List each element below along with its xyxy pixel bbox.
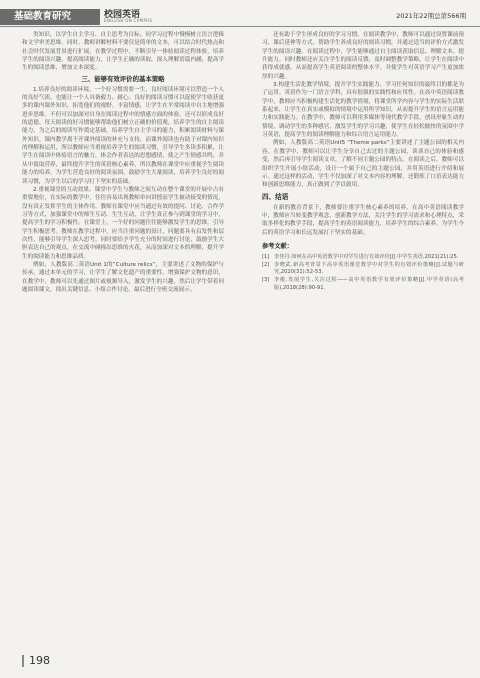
conclusion-heading: 四、结语 bbox=[262, 192, 289, 201]
section-label: 基础教育研究 bbox=[0, 9, 100, 25]
reference-text: 李俊.发展学生,关注过程——高中英语教学有效评价策略[J].中学英语(高考版),2018(28):90-91. bbox=[274, 277, 464, 291]
body-paragraph: 在新的教育背景下，教师要注重学生核心素养的培养。在高中英语阅读教学中，教师应当转变教学观念，创新教学方法，关注学生的学习需求和心理特点，采取多样化的教学手段，提高学生的英语阅读能力，培养学生的综合素养，为学生今后的英语学习和长远发展打下坚实的基础。 bbox=[262, 204, 464, 236]
body-paragraph: 还有助于学生形成良好的学习习惯。在阅读教学中，教师可以通过设置课前预习、课后延伸等方式，帮助学生养成良好的阅读习惯，并通过适当的评价方式激发学生的阅读兴趣。在阅读过程中，学生能够通过自主阅读获取信息、理解文本、提升能力。同时教师还应关注学生的阅读反馈，及时调整教学策略，让学生在阅读中获得成就感，从而提高学生英语阅读的整体水平，并使学生对英语学习产生更加浓厚的兴趣。 bbox=[262, 32, 464, 80]
journal-column-name: 校园英语 bbox=[104, 10, 141, 20]
issue-info: 2021年22期总第566期 bbox=[396, 12, 466, 20]
reference-item bbox=[262, 262, 464, 277]
body-paragraph: 1.培养良好的阅读环境。一个好习惯需要一生，良好阅读环境可以塑造一个人的良好气质，也能让一个人具备毅力、耐心。良好的阅读习惯可以促使学生收获更多的课内课外知识，拓宽他们的视野。丰富情感，让学生在平常阅读中自主地增强进步思维。不但可以加深对自身在阅读过程中的情感方面的体验，还可以形成良好的道德。每天阅读的好习惯能够帮助他们树立正确的价值观，培养学生的自主阅读能力，为之后的阅读写作奠定基础，培养学生自主学习的能力，积累阅读材料与课外知识。课内教学离不开课外阅读的补充与支持，而课外阅读也有助于对课内知识的理解和运用，所以教师应当重视培养学生的阅读习惯，引导学生多读多积累，让学生在阅读中体验语言的魅力，体会作者表达的思想感情，使之产生情感共鸣，并从中汲取营养，最终提升学生的英语核心素养，所以教师在课堂中应重视学生阅读能力的培养，为学生营造良好的阅读氛围，鼓励学生大量阅读，培养学生良好的阅读习惯，为学生以后的学习打下坚实的基础。 bbox=[22, 86, 224, 185]
reference-text: 李晓武.新高考背景下高中英语课堂教学中对学生的有效评价策略[J].试题与研究,2020(31):52-53. bbox=[274, 261, 464, 276]
body-paragraph: 例如，人教版高二英语Unit5 “Theme parks”主要讲述了主题公园的相关内容。在教学中，教师可以让学生分享自己去过的主题公园，谈谈自己的体验和感受，然后再引导学生阅读文章，了解不同主题公园的特点。在阅读之后，教师可以组织学生开展小组活动，设计一个属于自己的主题公园，并用英语进行介绍和展示。通过这样的活动，学生不仅加深了对文本内容的理解，还锻炼了口语表达能力和创新思维能力，真正做到了学以致用。 bbox=[262, 140, 464, 189]
reference-item bbox=[262, 254, 464, 262]
body-paragraph: 类知识，以学生自主学习、自主思考为目标。同学习过程中慢慢树立语言逻辑和文学审美思维。同时，教师讲解材料不要仅是简单的文本，可以结合时代热点和社会时代发展背景进行扩展，在教学过程中，不断引导一体验阅读过程体验，培养学生的阅读兴趣，提高阅读能力，让学生正确的读取，深入理解语篇内涵，提高学生的阅读思维，增加文本深度。 bbox=[22, 32, 224, 72]
right-column bbox=[262, 31, 464, 292]
reference-number: [1] bbox=[262, 254, 270, 261]
header-rule bbox=[0, 26, 480, 27]
body-paragraph: 3.构建生活化教学情境，提升学生实践能力。学习任何知识的最终目的都是为了运用。英语作为一门语言学科，具有很强的实践性和应用性。在高中英语阅读教学中，教师应当积极构建生活化的教学情境，将课堂所学内容与学生的实际生活联系起来，让学生在真实或模拟的情境中运用所学知识，从而提升学生的语言运用能力和实践能力。在教学中，教师可以利用多媒体等现代教学手段，创设形象生动的情境，调动学生的多种感官，激发学生的学习兴趣，使学生在轻松愉快的氛围中学习英语，提高学生的阅读理解能力和综合语言运用能力。 bbox=[262, 82, 464, 139]
reference-number: [2] bbox=[262, 261, 270, 268]
body-paragraph: 例如，人教版高二英语Unit 1的“Culture relics”，主要讲述了文物的保护与传承，通过本单元的学习，让学生了解文化遗产的重要性，增强保护文物的意识。在教学中，教师可以先通过图片或视频导入，激发学生的兴趣，然后让学生带着问题阅读课文，找出关键信息，小组合作讨论，最后进行全班交流展示。 bbox=[22, 261, 224, 293]
reference-text: 李佳丹.如何在高中英语教学中对学生进行有效评价[J].中学生英语,2021(21):25. bbox=[274, 254, 459, 261]
section-heading: 三、能够有效评价的基本策略 bbox=[81, 74, 165, 83]
references-title: 参考文献： bbox=[262, 242, 293, 250]
journal-column-name-en: ENGLISH ON CAMPUS bbox=[104, 18, 153, 23]
left-column bbox=[22, 31, 224, 294]
reference-number: [3] bbox=[262, 277, 270, 284]
body-paragraph: 2.重视课堂的互动效果。课堂中学生与教师之间互动在整个课堂的开展中占有重要地位，在实际的教学中，往往容易出现教师单向讲授而学生被动接受的情况，没有真正发挥学生的主体作用。教师在课堂中应当通过有效的提问、讨论、合作学习等方式，加强课堂中的师生互动、生生互动，让学生真正参与到课堂的学习中，提高学生的学习积极性。在课堂上，一个好的问题往往能够激发学生的思维，引导学生积极思考。教师在教学过程中，应当注重问题的设计，问题要具有启发性和层次性，能够引导学生深入思考。同时要给予学生充分的时间进行讨论，鼓励学生大胆表达自己的观点，在交流中碰撞出思维的火花，从而加深对文本的理解，提升学生的阅读能力和思维品质。 bbox=[22, 186, 224, 260]
page-number: 198 bbox=[22, 655, 50, 667]
reference-item bbox=[262, 277, 464, 292]
page-header bbox=[0, 0, 480, 26]
